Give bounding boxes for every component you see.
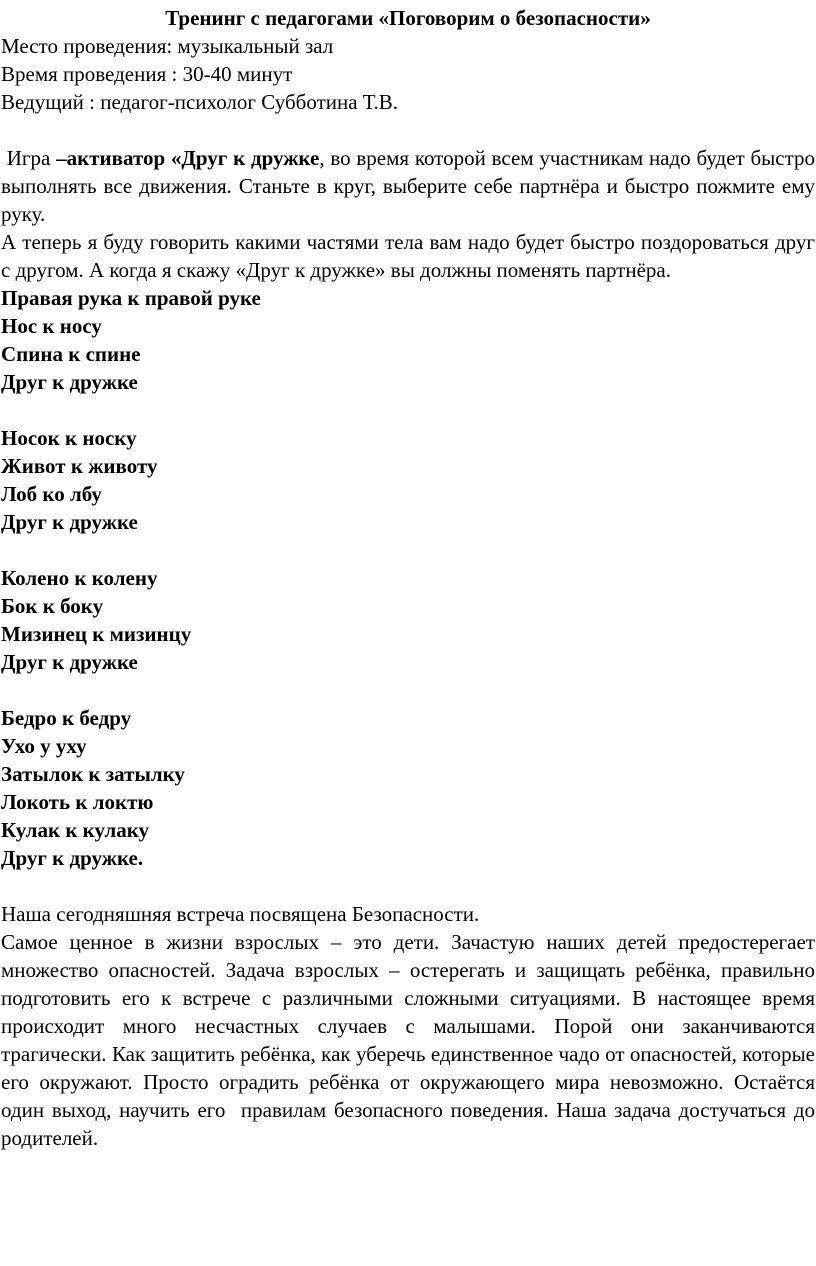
command-line: Друг к дружке [1, 510, 138, 534]
command-line: Ухо у уху [1, 734, 87, 758]
game-name: –активатор «Друг к дружке [56, 146, 320, 170]
command-line: Колено к колену [1, 566, 158, 590]
duration-line: Время проведения : 30-40 минут [1, 62, 293, 86]
game-rules-paragraph: А теперь я буду говорить какими частями тела вам надо будет быстро поздороваться друг с другом. А когда я скажу «Друг к дружке» вы должны поменять партнёра. [1, 230, 815, 282]
command-line: Спина к спине [1, 342, 141, 366]
command-line: Носок к носку [1, 426, 137, 450]
host-line: Ведущий : педагог-психолог Субботина Т.В. [1, 90, 399, 114]
command-line: Затылок к затылку [1, 762, 185, 786]
meeting-topic-line: Наша сегодняшняя встреча посвящена Безопасности. [1, 902, 480, 926]
venue-line: Место проведения: музыкальный зал [1, 34, 334, 58]
command-line: Живот к животу [1, 454, 158, 478]
command-line: Друг к дружке [1, 650, 138, 674]
game-intro-paragraph [1, 144, 815, 228]
command-line: Друг к дружке. [1, 846, 144, 870]
command-line: Лоб ко лбу [1, 482, 102, 506]
command-line: Правая рука к правой руке [1, 286, 261, 310]
command-line: Друг к дружке [1, 370, 138, 394]
command-line: Локоть к локтю [1, 790, 154, 814]
command-line: Кулак к кулаку [1, 818, 150, 842]
document-title: Тренинг с педагогами «Поговорим о безопасности» [165, 6, 651, 30]
command-line: Бедро к бедру [1, 706, 132, 730]
game-intro-text: , во время которой всем участникам надо будет быстро выполнять все движения. Станьте в круг, выберите себе партнёра и быстро пожмите ему руку. [1, 146, 816, 226]
game-intro-prefix: Игра [1, 146, 57, 170]
spacer [1, 872, 815, 900]
closing-paragraph: Самое ценное в жизни взрослых – это дети. Зачастую наших детей предостерегает множество опасностей. Задача взрослых – остерегать и защищать ребёнка, правильно подготовить его к встрече с различными сложными ситуациями. В настоящее время происходит много несчастных случаев с малышами. Порой они заканчиваются трагически. Как защитить ребёнка, как уберечь единственное чадо от опасностей, которые его окружают. Просто оградить ребёнка от окружающего мира невозможно. Остаётся один выход, научить его правилам безопасного поведения. Наша задача достучаться до родителей. [1, 930, 815, 1150]
command-line: Бок к боку [1, 594, 104, 618]
spacer [1, 116, 815, 144]
command-line: Мизинец к мизинцу [1, 622, 192, 646]
command-line: Нос к носу [1, 314, 102, 338]
spacer [1, 536, 815, 564]
spacer [1, 396, 815, 424]
spacer [1, 676, 815, 704]
